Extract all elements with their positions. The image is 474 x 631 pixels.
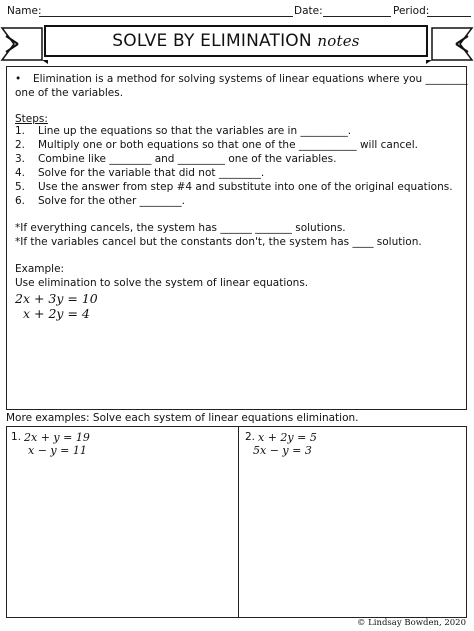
step-text: Combine like ________ and _________ one of the variables.: [38, 153, 337, 165]
example-prompt: Use elimination to solve the system of linear equations.: [15, 277, 309, 289]
date-label: Date:: [294, 5, 323, 17]
title-script: notes: [317, 32, 360, 50]
practice-grid: [6, 426, 467, 618]
intro-line-1: Elimination is a method for solving systems of linear equations where you ________: [33, 73, 468, 85]
example-equation-1: 2x + 3y = 10: [15, 291, 98, 306]
steps-heading: Steps:: [15, 113, 48, 125]
note-line-1: *If everything cancels, the system has ______ _______ solutions.: [15, 222, 346, 234]
step-text: Multiply one or both equations so that one of the ___________ will cancel.: [38, 139, 418, 151]
intro-line-2: one of the variables.: [15, 87, 124, 99]
problem-1-equation-1: 2x + y = 19: [24, 431, 90, 444]
notes-box: [6, 66, 467, 410]
step-number: 3.: [15, 153, 26, 165]
example-equation-2: x + 2y = 4: [23, 306, 90, 321]
step-number: 6.: [15, 195, 26, 207]
problem-2-equation-1: x + 2y = 5: [258, 431, 317, 444]
problem-2-number: 2.: [245, 431, 256, 443]
period-label: Period:: [393, 5, 430, 17]
example-heading: Example:: [15, 263, 65, 275]
step-number: 5.: [15, 181, 26, 193]
step-text: Solve for the variable that did not ________.: [38, 167, 265, 179]
step-text: Line up the equations so that the variables are in _________.: [38, 125, 352, 137]
name-label: Name:: [7, 5, 42, 17]
page-title: [44, 25, 428, 57]
copyright: © Lindsay Bowden, 2020: [356, 618, 466, 628]
bullet: •: [15, 73, 22, 85]
name-field[interactable]: [39, 16, 293, 17]
problem-1-number: 1.: [11, 431, 22, 443]
more-examples-label: More examples: Solve each system of linear equations elimination.: [6, 412, 359, 424]
step-number: 1.: [15, 125, 26, 137]
note-line-2: *If the variables cancel but the constants don't, the system has ____ solution.: [15, 236, 422, 248]
step-number: 4.: [15, 167, 26, 179]
problem-2-equation-2: 5x − y = 3: [253, 444, 312, 457]
grid-divider: [238, 427, 239, 617]
problem-1-equation-2: x − y = 11: [28, 444, 87, 457]
title-main: SOLVE BY ELIMINATION: [112, 31, 312, 51]
period-field[interactable]: [427, 16, 471, 17]
header-fields: [3, 3, 471, 19]
date-field[interactable]: [323, 16, 391, 17]
step-text: Use the answer from step #4 and substitute into one of the original equations.: [38, 181, 453, 193]
step-number: 2.: [15, 139, 26, 151]
step-text: Solve for the other ________.: [38, 195, 186, 207]
